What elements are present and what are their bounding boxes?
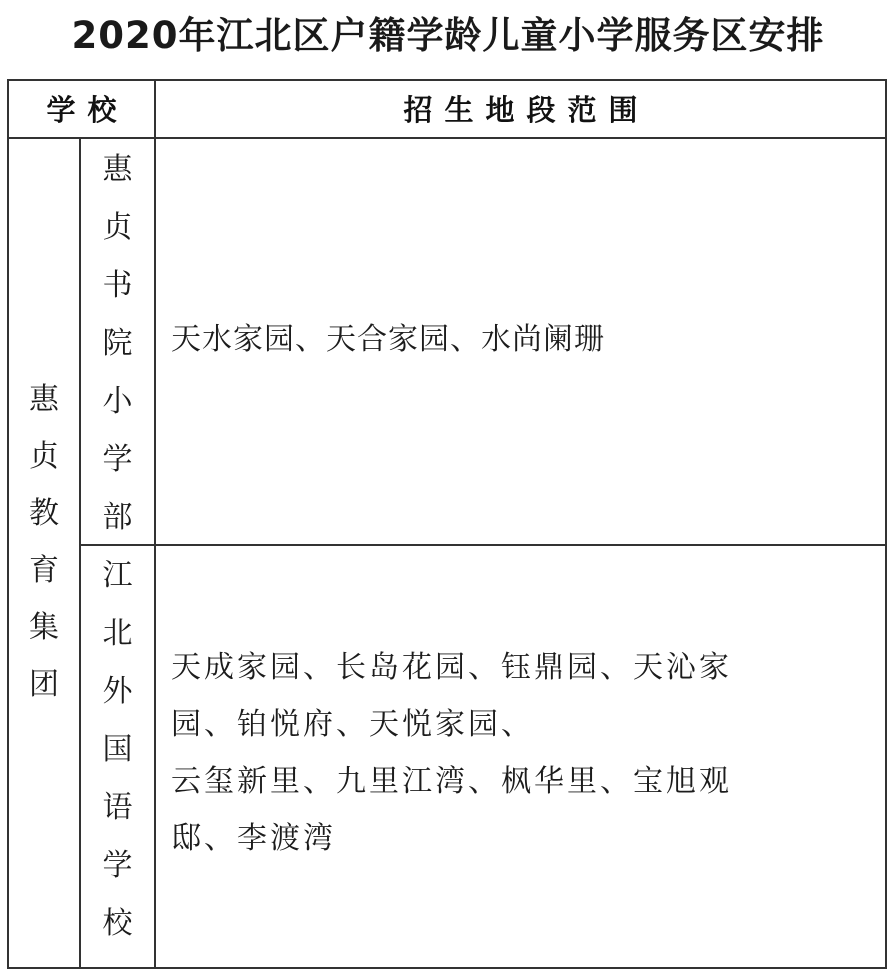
header-school: 学校: [46, 93, 129, 127]
vertical-char: 书: [102, 268, 133, 303]
enrollment-range-cell: [171, 321, 876, 359]
range-line: 邸、李渡湾: [171, 821, 336, 856]
range-line: 云玺新里、九里江湾、枫华里、宝旭观: [171, 764, 732, 799]
vertical-char: 贞: [102, 210, 133, 245]
vertical-char: 院: [102, 326, 133, 361]
vertical-char: 惠: [29, 382, 59, 417]
range-line: 天成家园、长岛花园、钰鼎园、天沁家: [171, 650, 732, 685]
vertical-char: 国: [102, 732, 133, 767]
group-name-cell: [9, 371, 79, 713]
vertical-char: 江: [102, 558, 133, 593]
header-enrollment-range: 招生地段范围: [403, 93, 650, 127]
vertical-char: 学: [102, 442, 133, 477]
vertical-char: 部: [102, 500, 133, 535]
vertical-char: 外: [102, 674, 133, 709]
school-name-cell: [81, 547, 154, 953]
range-line: 天水家园、天合家园、水尚阑珊: [171, 322, 605, 357]
vertical-char: 集: [29, 610, 59, 645]
row-divider: [79, 544, 885, 546]
enrollment-range-cell: [171, 639, 883, 867]
vertical-char: 教: [29, 496, 59, 531]
vertical-char: 育: [29, 553, 59, 588]
vertical-char: 语: [102, 790, 133, 825]
vertical-char: 贞: [29, 439, 59, 474]
vertical-char: 北: [102, 616, 133, 651]
range-line: 园、铂悦府、天悦家园、: [171, 707, 534, 742]
vertical-char: 小: [102, 384, 133, 419]
service-area-table: [7, 79, 887, 969]
vertical-char: 惠: [102, 152, 133, 187]
page-title: 2020年江北区户籍学龄儿童小学服务区安排: [71, 14, 825, 57]
school-name-cell: [81, 141, 154, 547]
column-divider-school: [154, 81, 156, 969]
vertical-char: 校: [102, 906, 133, 941]
vertical-char: 学: [102, 848, 133, 883]
vertical-char: 团: [29, 667, 59, 702]
